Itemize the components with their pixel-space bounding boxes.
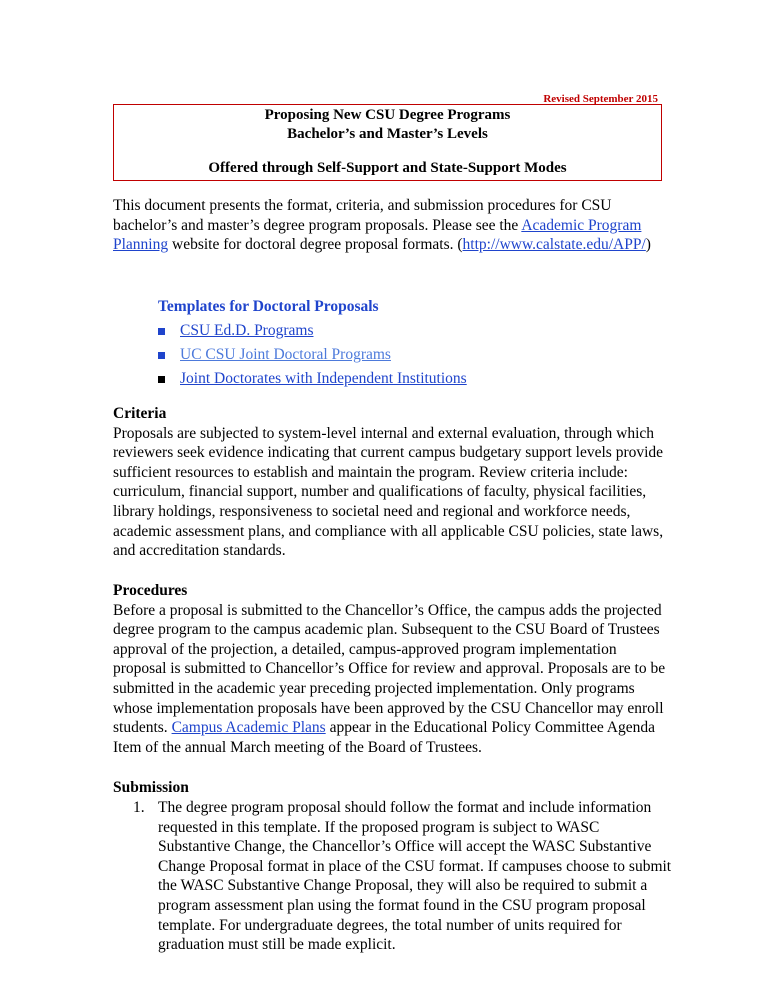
calstate-app-url-link[interactable]: http://www.calstate.edu/APP/ — [462, 236, 646, 254]
joint-doctorates-link[interactable]: Joint Doctorates with Independent Institutions — [180, 370, 467, 387]
list-number: 1. — [133, 799, 145, 816]
submission-section — [113, 778, 673, 798]
list-item — [158, 346, 578, 370]
procedures-text: Before a proposal is submitted to the Chancellor’s Office, the campus adds the projected degree program to the campus academic plan. Subsequent to the CSU Board of Trustees approval of the projection, a detailed, campus-approved program implementation proposal is submitted to Chancellor’s Office for review and approval. Proposals are to be submitted in the academic year preceding projected implementation. Only programs whose implementation proposals have been approved by the CSU Chancellor may enroll students. Campus Academic Plans appear in the Educational Policy Committee Agenda Item of the annual March meeting of the Board of Trustees. — [113, 601, 666, 756]
criteria-text: Proposals are subjected to system-level internal and external evaluation, through which reviewers seek evidence indicating that current campus budgetary support levels provide sufficient resources to establish and maintain the program. Review criteria include: curriculum, financial support, number and qualifications of faculty, physical facilities, library holdings, responsiveness to societal need and regional and workforce needs, academic assessment plans, and compliance with all applicable CSU policies, state laws, and accreditation standards. — [113, 424, 664, 560]
procedures-heading: Procedures — [113, 582, 188, 599]
uc-csu-joint-doctoral-link[interactable]: UC CSU Joint Doctoral Programs — [180, 346, 391, 363]
list-item — [158, 322, 578, 346]
square-bullet-icon — [158, 376, 165, 383]
title-box — [113, 104, 662, 181]
title-line-3: Offered through Self-Support and State-Support Modes — [208, 160, 567, 176]
templates-section — [158, 298, 467, 387]
templates-list — [158, 322, 578, 394]
academic-program-planning-link[interactable]: Academic Program Planning — [113, 216, 642, 254]
intro-paragraph: This document presents the format, criteria, and submission procedures for CSU bachelor’s and master’s degree program proposals. Please see the Academic Program Planning website for doctoral degree proposal formats. (http://www.calstate.edu/APP/) — [113, 197, 651, 254]
title-line-2: Bachelor’s and Master’s Levels — [287, 126, 488, 142]
title-line-1: Proposing New CSU Degree Programs — [264, 107, 511, 123]
revision-note: Revised September 2015 — [543, 93, 658, 105]
square-bullet-icon — [158, 352, 165, 359]
csu-edd-programs-link[interactable]: CSU Ed.D. Programs — [180, 322, 314, 339]
templates-heading: Templates for Doctoral Proposals — [158, 298, 379, 315]
list-item — [158, 370, 578, 394]
submission-item-1: The degree program proposal should follow the format and include information requested in this template. If the proposed program is subject to WASC Substantive Change, the Chancellor’s Office will accept the WASC Substantive Change Proposal format in place of the CSU format. If campuses choose to submit the WASC Substantive Change Proposal, they will also be required to submit a program assessment plan using the format found in the CSU program proposal template. For undergraduate degrees, the total number of units required for graduation must still be made explicit. — [158, 799, 672, 954]
criteria-heading: Criteria — [113, 405, 167, 422]
submission-heading: Submission — [113, 779, 189, 796]
campus-academic-plans-link[interactable]: Campus Academic Plans — [171, 719, 326, 737]
square-bullet-icon — [158, 328, 165, 335]
procedures-section — [113, 581, 673, 757]
criteria-section — [113, 404, 673, 561]
